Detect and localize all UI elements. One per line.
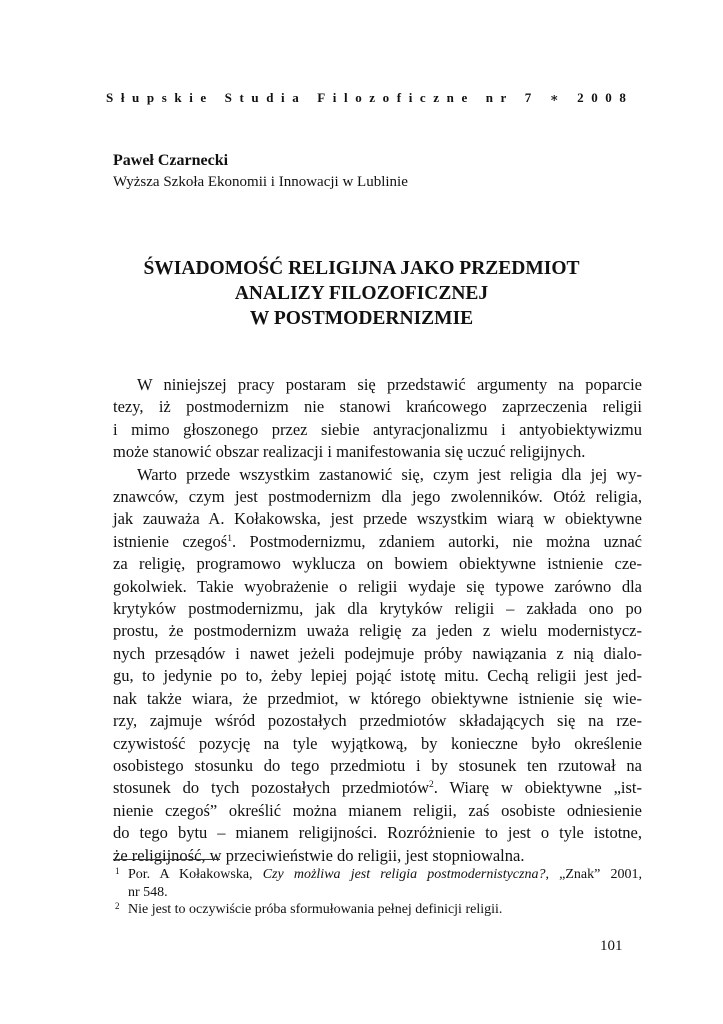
footnotes [113, 866, 642, 919]
header-letter: ł [120, 90, 125, 105]
text-line: tezy, iż postmodernizm nie stanowi krańcowego zaprzeczenia religii [113, 397, 642, 417]
header-letter: F [317, 90, 326, 105]
header-letter: t [239, 90, 244, 105]
header-letter: z [369, 90, 376, 105]
header-letter: i [189, 90, 193, 105]
author-name: Paweł Czarnecki [113, 152, 229, 169]
text-line: że religijność, w przeciwieństwie do religii, jest stopniowalna. [113, 845, 525, 865]
footnote-text: Por. A Kołakowska, [128, 867, 263, 882]
text-fragment: stosunek do tych pozostałych przedmiotów [113, 778, 429, 798]
header-letter: f [396, 90, 402, 105]
header-letter: o [382, 90, 390, 105]
text-line: osobistego stosunku do tego przedmiotu i by stosunek ten rzutował na [113, 755, 642, 775]
footnote-divider [113, 859, 220, 860]
header-letter: r [500, 90, 507, 105]
footnote-text: , „Znak” 2001, [545, 867, 642, 882]
footnote-1 [113, 866, 642, 901]
text-line: prostu, że postmodernizm uważa religię za jeden z wielu modernistycz- [113, 621, 642, 641]
header-letter: o [355, 90, 362, 105]
footnote-line: Nie jest to oczywiście próba sformułowania pełnej definicji religii. [128, 902, 503, 917]
text-line: czywistość pozycję na tyle wyjątkową, by konieczne było określenie [113, 733, 642, 753]
text-line: rzy, zajmuje wśród pozostałych przedmiotów składających się na rze- [113, 711, 642, 731]
title-line: W POSTMODERNIZMIE [249, 308, 474, 329]
text-line: może stanowić obszar realizacji i manifestowania się uczuć religijnych. [113, 442, 586, 462]
header-letter: z [433, 90, 440, 105]
header-letter: S [224, 90, 232, 105]
footnote-2 [113, 901, 642, 919]
text-line: nienie czegoś” określić można mianem religii, zaś osobiste odniesienie [113, 800, 642, 820]
text-line: znawców, czym jest postmodernizm dla jego zwolenników. Otóż religia, [113, 487, 642, 507]
footnote-line [128, 866, 642, 884]
article-title [80, 256, 643, 331]
header-letter: p [146, 90, 155, 105]
header-letter: u [132, 90, 140, 105]
text-line: gu, to jedynie po to, żeby lepiej pojąć istotę mitu. Cechą religii jest jed- [113, 666, 642, 686]
page-number: 101 [600, 938, 623, 954]
text-line: za religię, programowo wyklucza on bowiem obiektywne istnienie cze- [113, 554, 642, 574]
header-letter: i [281, 90, 285, 105]
text-line: nych przesądów i nawet jeżeli podejmuje próby nawiązania z nią dialo- [113, 643, 642, 663]
footnote-ref-2[interactable]: 2 [429, 780, 434, 791]
header-letter: c [419, 90, 426, 105]
header-letter: s [161, 90, 167, 105]
header-letter: n [446, 90, 454, 105]
header-year-digit: 0 [605, 90, 612, 105]
header-letter: d [266, 90, 274, 105]
text-line: W niniejszej pracy postaram się przedstawić argumenty na poparcie [137, 375, 642, 394]
footnote-cited-title: Czy możliwa jest religia postmodernistyczna? [262, 867, 546, 882]
header-letter: a [292, 90, 299, 105]
text-line: krytyków postmodernizmu, jak dla krytyków religii – zakłada ono po [113, 599, 642, 619]
header-issue: 7 [524, 90, 532, 105]
text-fragment: istnienie czegoś [113, 531, 228, 551]
header-letter: k [174, 90, 182, 105]
header-letter: u [251, 90, 259, 105]
header-year-digit: 8 [619, 90, 626, 105]
footnote-number: 1 [115, 866, 120, 876]
running-header [106, 88, 626, 108]
header-letter: e [461, 90, 468, 105]
text-fragment: . Wiarę w obiektywne „ist- [433, 778, 642, 798]
text-line: jak zauważa A. Kołakowska, jest przede wszystkim wiarą w obiektywne [113, 509, 642, 529]
text-line: gokolwiek. Takie wyobrażenie o religii wydaje się typowe zarówno dla [113, 576, 642, 596]
text-line: nak także wiara, że przedmiot, w którego obiektywne istnienie się wie- [113, 688, 642, 708]
footnote-line: nr 548. [128, 884, 168, 900]
title-line: ŚWIADOMOŚĆ RELIGIJNA JAKO PRZEDMIOT [143, 258, 580, 279]
header-year-digit: 0 [591, 90, 598, 105]
text-line: Warto przede wszystkim zastanowić się, czym jest religia dla jej wy- [137, 464, 642, 484]
text-line [113, 777, 642, 799]
text-line [113, 531, 642, 553]
header-letter: S [106, 90, 114, 105]
header-separator: ∗ [549, 90, 559, 105]
article-body [113, 374, 642, 867]
paragraph [113, 464, 642, 867]
footnote-ref-1[interactable]: 1 [227, 533, 232, 544]
header-letter: n [485, 90, 493, 105]
header-letter: i [408, 90, 413, 105]
text-fragment: . Postmodernizmu, zdaniem autorki, nie można uznać [231, 531, 643, 551]
author-affiliation: Wyższa Szkoła Ekonomii i Innowacji w Lublinie [113, 174, 408, 190]
text-line: i mimo głoszonego przez siebie antyracjonalizmu i antyobiektywizmu [113, 419, 642, 439]
header-letter: i [332, 90, 337, 105]
header-letter: l [343, 90, 348, 105]
text-line: do tego bytu – mianem religijności. Rozróżnienie to jest o tyle istotne, [113, 823, 642, 843]
paragraph [113, 374, 642, 464]
header-year-digit: 2 [577, 90, 584, 105]
footnote-number: 2 [115, 901, 120, 911]
header-letter: e [200, 90, 207, 105]
title-line: ANALIZY FILOZOFICZNEJ [234, 283, 489, 304]
